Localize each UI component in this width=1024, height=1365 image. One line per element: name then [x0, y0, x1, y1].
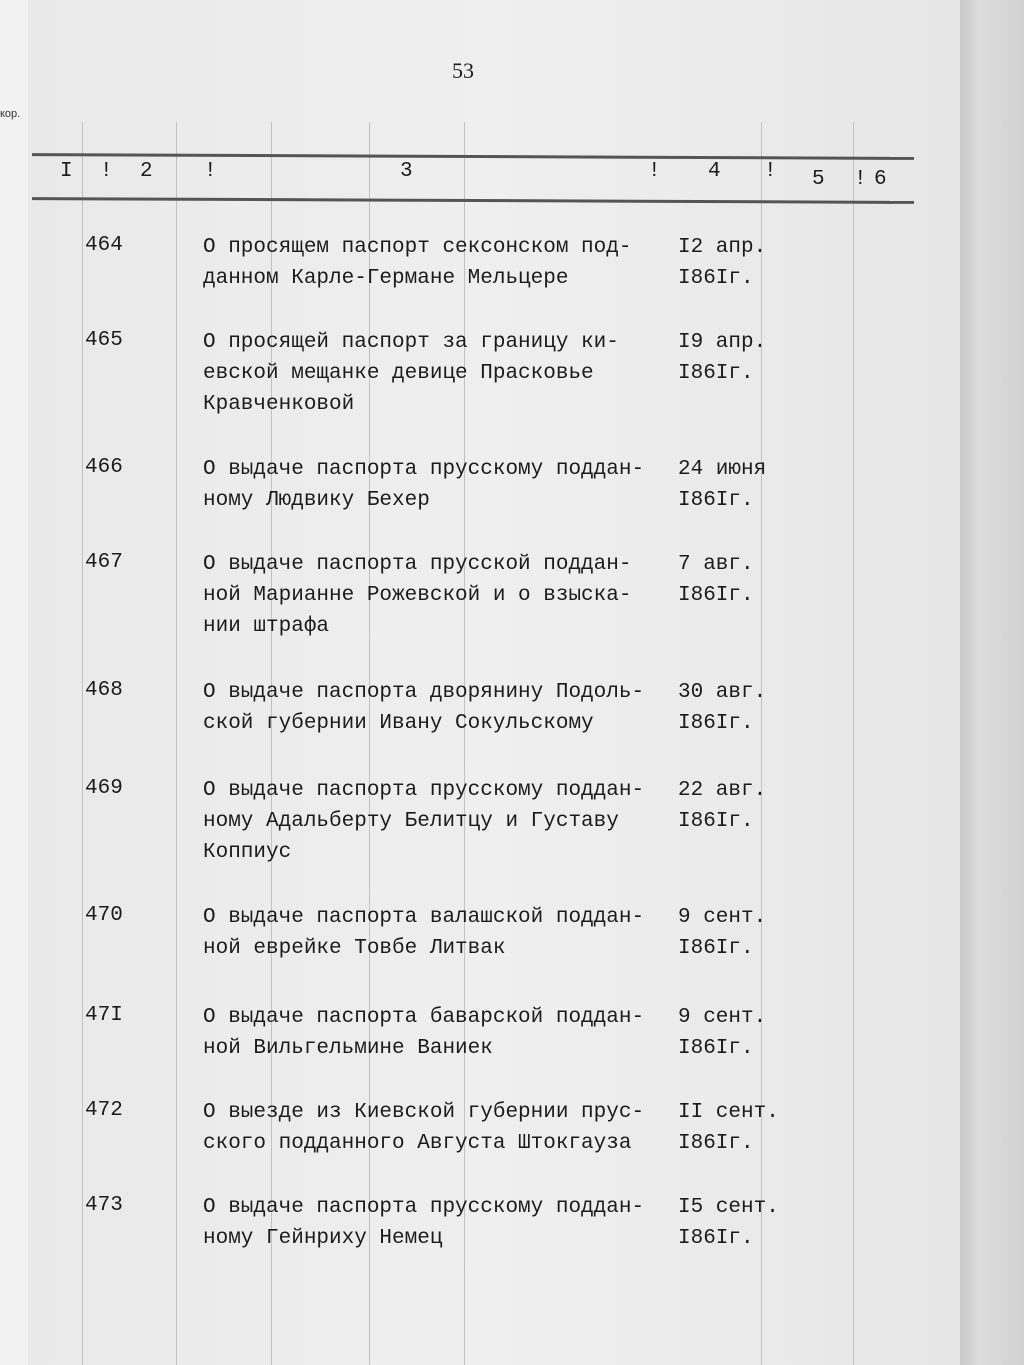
entry-number: 472: [85, 1099, 123, 1122]
entry-number: 469: [85, 777, 123, 800]
entry-date: 22 авг. I86Iг.: [678, 779, 767, 833]
entry-text: О выдаче паспорта прусской поддан- ной Марианне Рожевской и о взыска- нии штрафа: [203, 553, 632, 638]
entry-date: 9 сент. I86Iг.: [678, 1006, 767, 1060]
header-sep: !: [100, 160, 113, 183]
header-col-6: 6: [874, 168, 887, 191]
column-divider: [82, 122, 83, 1365]
entry-number: 468: [85, 679, 123, 702]
header-sep: !: [854, 168, 867, 191]
entry-date: 7 авг. I86Iг.: [678, 553, 754, 607]
entry-date: 9 сент. I86Iг.: [678, 906, 767, 960]
page-stack-edge: [960, 0, 1024, 1365]
entry-text: О выдаче паспорта прусскому поддан- ному Адальберту Белитцу и Густаву Коппиус: [203, 779, 645, 864]
column-divider: [761, 122, 762, 1365]
entry-text: О выезде из Киевской губернии прус- ского подданного Августа Штокгауза: [203, 1101, 645, 1155]
column-divider: [176, 122, 177, 1365]
entry-text: О выдаче паспорта прусскому поддан- ному Гейнриху Немец: [203, 1196, 645, 1250]
header-col-3: 3: [400, 160, 413, 183]
entry-number: 467: [85, 551, 123, 574]
entry-number: 470: [85, 904, 123, 927]
entry-number: 473: [85, 1194, 123, 1217]
header-sep: !: [204, 160, 217, 183]
entry-date: 30 авг. I86Iг.: [678, 681, 767, 735]
entry-date: II сент. I86Iг.: [678, 1101, 779, 1155]
entry-date: I5 сент. I86Iг.: [678, 1196, 779, 1250]
entry-number: 464: [85, 234, 123, 257]
header-sep: !: [648, 160, 661, 183]
header-sep: !: [764, 160, 777, 183]
entry-text: О выдаче паспорта валашской поддан- ной еврейке Товбе Литвак: [203, 906, 645, 960]
entry-text: О выдаче паспорта дворянину Подоль- ской губернии Ивану Сокульскому: [203, 681, 645, 735]
entry-text: О просящей паспорт за границу ки- евской мещанке девице Прасковье Кравченковой: [203, 331, 619, 416]
header-col-1: I: [60, 160, 73, 183]
entry-number: 47I: [85, 1004, 123, 1027]
entry-text: О выдаче паспорта прусскому поддан- ному Людвику Бехер: [203, 458, 645, 512]
entry-text: О просящем паспорт сексонском под- данном Карле-Германе Мельцере: [203, 236, 632, 290]
header-col-2: 2: [140, 160, 153, 183]
entry-date: I9 апр. I86Iг.: [678, 331, 767, 385]
column-divider: [464, 122, 465, 1365]
page-number: 53: [452, 58, 474, 83]
entry-text: О выдаче паспорта баварской поддан- ной Вильгельмине Ваниек: [203, 1006, 645, 1060]
margin-note: кор.: [0, 108, 21, 120]
entry-number: 466: [85, 456, 123, 479]
entry-number: 465: [85, 329, 123, 352]
entry-date: I2 апр. I86Iг.: [678, 236, 767, 290]
column-divider: [369, 122, 370, 1365]
header-col-5: 5: [812, 168, 825, 191]
entry-date: 24 июня I86Iг.: [678, 458, 767, 512]
header-col-4: 4: [708, 160, 721, 183]
column-divider: [271, 122, 272, 1365]
adjacent-page-edge: [0, 0, 29, 1365]
column-divider: [853, 122, 854, 1365]
